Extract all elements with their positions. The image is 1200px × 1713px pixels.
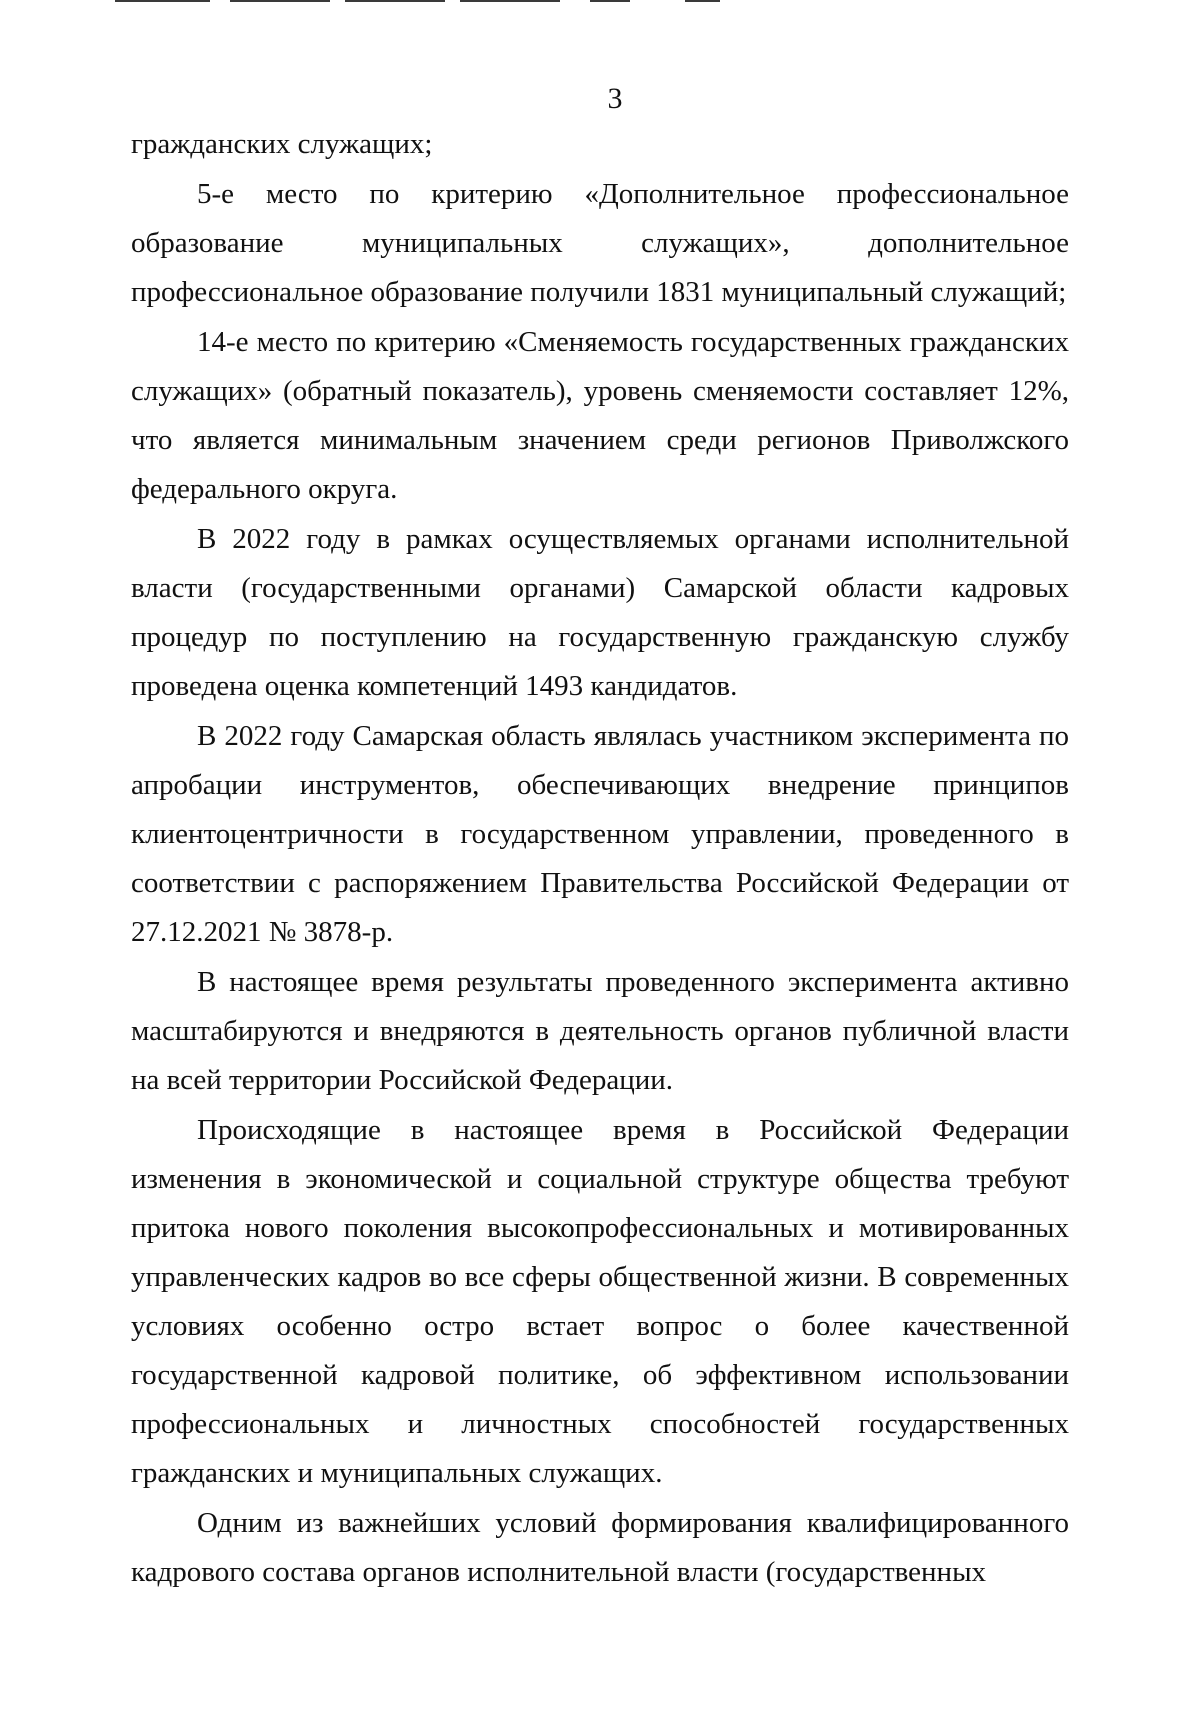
paragraph-fifth-place: 5-е место по критерию «Дополнительное профессиональное образование муниципальных служащих», дополнительное профессиональное образование получили 1831 муниципальный служащий;	[131, 178, 1069, 308]
scan-edge-mark	[230, 0, 330, 2]
paragraph-experiment: В 2022 году Самарская область являлась участником эксперимента по апробации инструментов, обеспечивающих внедрение принципов клиентоцентричности в государственном управлении, проведенного в соответствии с распоряжением Правительства Российской Федерации от 27.12.2021 № 3878-р.	[131, 720, 1069, 948]
paragraph-competency-assessment: В 2022 году в рамках осуществляемых органами исполнительной власти (государственными органами) Самарской области кадровых процедур по поступлению на государственную гражданскую службу проведена оценка компетенций 1493 кандидатов.	[131, 523, 1069, 702]
page-number: 3	[607, 82, 623, 115]
paragraph-continuation: гражданских служащих;	[131, 128, 433, 160]
scan-edge-mark	[685, 0, 720, 2]
paragraph-changes: Происходящие в настоящее время в Российской Федерации изменения в экономической и социальной структуре общества требуют притока нового поколения высокопрофессиональных и мотивированных управленческих кадров во все сферы общественной жизни. В современных условиях особенно остро встает вопрос о более качественной государственной кадровой политике, об эффективном использовании профессиональных и личностных способностей государственных гражданских и муниципальных служащих.	[131, 1114, 1069, 1489]
paragraph-fourteenth-place: 14-е место по критерию «Сменяемость государственных гражданских служащих» (обратный показатель), уровень сменяемости составляет 12%, что является минимальным значением среди регионов Приволжского федерального округа.	[131, 326, 1069, 505]
scan-edge-mark	[590, 0, 630, 2]
scan-edge-mark	[115, 0, 210, 2]
document-page	[131, 78, 1069, 1597]
paragraph-experiment-results: В настоящее время результаты проведенного эксперимента активно масштабируются и внедряются в деятельность органов публичной власти на всей территории Российской Федерации.	[131, 966, 1069, 1096]
paragraph-conditions: Одним из важнейших условий формирования квалифицированного кадрового состава органов исполнительной власти (государственных	[131, 1507, 1069, 1588]
scan-edge-mark	[345, 0, 445, 2]
scan-edge-mark	[460, 0, 560, 2]
